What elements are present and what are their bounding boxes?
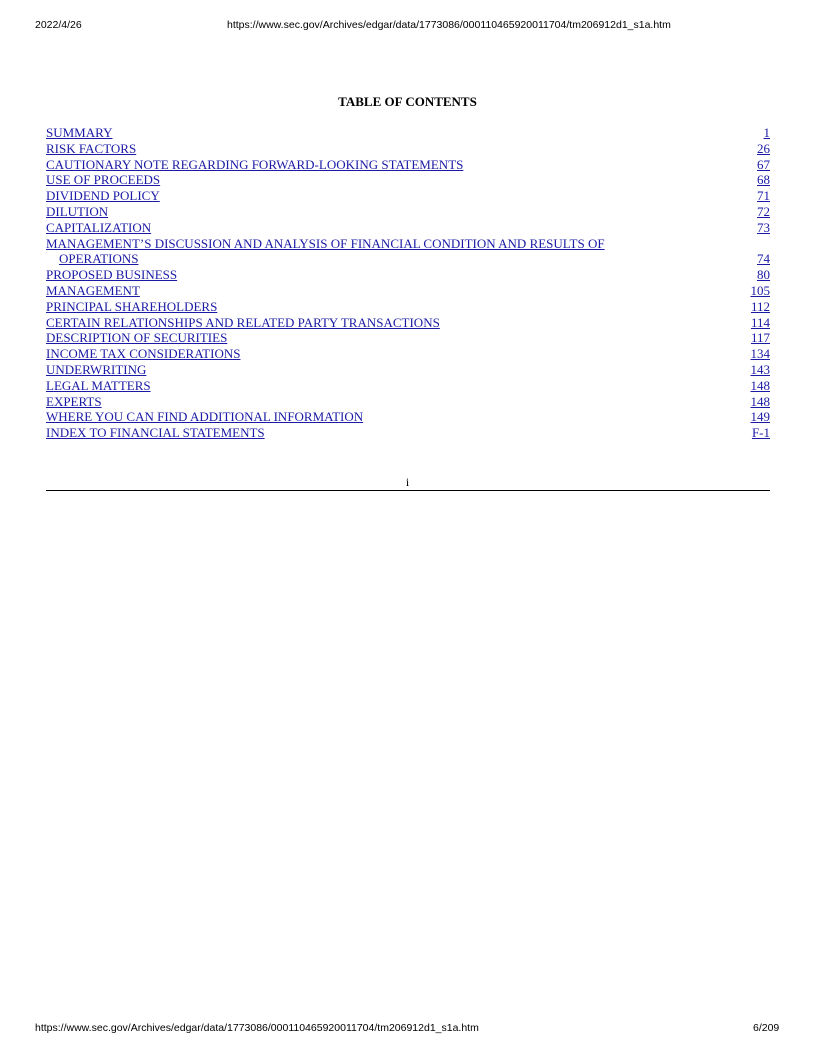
toc-entry-link[interactable]: CERTAIN RELATIONSHIPS AND RELATED PARTY TRANSACTIONS: [46, 314, 440, 330]
toc-entry: [46, 425, 770, 441]
toc-entry-link[interactable]: CAPITALIZATION: [46, 219, 152, 235]
toc-entry: [46, 315, 770, 331]
toc-entry-title-cell: [46, 315, 440, 331]
toc-entry: [46, 172, 770, 188]
toc-entry-title-cell: [46, 125, 112, 141]
toc-entry-link[interactable]: PRINCIPAL SHAREHOLDERS: [46, 298, 218, 314]
toc-entry-title-cell: [46, 157, 463, 173]
toc-entry-title-cell: [46, 220, 151, 236]
toc-entry-page-link[interactable]: 105: [750, 282, 770, 298]
toc-entry: [46, 299, 770, 315]
toc-entry-link[interactable]: DILUTION: [46, 203, 109, 219]
toc-entry-link[interactable]: UNDERWRITING: [46, 361, 147, 377]
toc-entry: [46, 346, 770, 362]
toc-entry-title-cell: [46, 204, 108, 220]
toc-entry-page-link[interactable]: 114: [750, 314, 770, 330]
toc-entry-link[interactable]: WHERE YOU CAN FIND ADDITIONAL INFORMATION: [46, 409, 364, 425]
toc-entry-link[interactable]: MANAGEMENT: [46, 282, 140, 298]
toc-entry-link[interactable]: EXPERTS: [46, 393, 102, 409]
toc-entry-page-link[interactable]: 68: [757, 172, 770, 188]
toc-entry: [46, 330, 770, 346]
toc-entry-link[interactable]: LEGAL MATTERS: [46, 377, 151, 393]
toc-entry-link[interactable]: DIVIDEND POLICY: [46, 188, 160, 204]
toc-entry-title-cell: [46, 188, 160, 204]
toc-entry-title-cell: [46, 330, 227, 346]
toc-entry-page-link[interactable]: 134: [750, 346, 770, 362]
toc-entry-title-cell: [46, 378, 151, 394]
toc-entry-title-cell: [46, 236, 605, 268]
toc-entry-page-link[interactable]: 148: [750, 377, 770, 393]
toc-entry-link[interactable]: INDEX TO FINANCIAL STATEMENTS: [46, 425, 265, 441]
toc-entry-title-cell: [46, 346, 240, 362]
toc-entry-link[interactable]: CAUTIONARY NOTE REGARDING FORWARD-LOOKING STATEMENTS: [46, 156, 464, 172]
table-of-contents: [46, 125, 770, 441]
toc-entry-page-link[interactable]: 71: [757, 188, 770, 204]
toc-entry-title-cell: [46, 172, 160, 188]
toc-entry: [46, 157, 770, 173]
toc-entry: [46, 409, 770, 425]
toc-title: TABLE OF CONTENTS: [338, 94, 477, 109]
print-header-url: https://www.sec.gov/Archives/edgar/data/1773086/000110465920011704/tm206912d1_s1a.htm: [227, 19, 671, 31]
toc-entry-link[interactable]: DESCRIPTION OF SECURITIES: [46, 330, 228, 346]
toc-entry: [46, 394, 770, 410]
toc-entry-page-link[interactable]: 148: [750, 393, 770, 409]
print-date: 2022/4/26: [35, 19, 82, 31]
page-number: i: [405, 475, 410, 489]
toc-entry-title-cell: [46, 409, 363, 425]
toc-entry-page-link[interactable]: 117: [750, 330, 770, 346]
toc-entry-link[interactable]: PROPOSED BUSINESS: [46, 267, 178, 283]
toc-entry-link[interactable]: USE OF PROCEEDS: [46, 172, 161, 188]
toc-entry: [46, 378, 770, 394]
toc-entry-link-continuation[interactable]: OPERATIONS: [59, 251, 139, 267]
toc-entry-title-cell: [46, 283, 140, 299]
page-divider: [46, 490, 770, 491]
toc-entry-title-cell: [46, 267, 177, 283]
toc-entry: [46, 236, 770, 268]
toc-entry: [46, 267, 770, 283]
toc-entry-page-link[interactable]: 73: [757, 219, 770, 235]
toc-entry: [46, 141, 770, 157]
toc-entry-page-link[interactable]: 26: [757, 140, 770, 156]
toc-entry-title-cell: [46, 394, 102, 410]
toc-entry-link[interactable]: RISK FACTORS: [46, 140, 137, 156]
toc-entry: [46, 283, 770, 299]
toc-entry: [46, 188, 770, 204]
toc-entry-page-link[interactable]: 1: [763, 125, 770, 140]
toc-entry-link[interactable]: INCOME TAX CONSIDERATIONS: [46, 346, 241, 362]
print-page-count: 6/209: [753, 1022, 780, 1034]
toc-entry-page-link[interactable]: 112: [750, 298, 770, 314]
toc-entry-link[interactable]: SUMMARY: [46, 125, 113, 140]
toc-entry-page-link[interactable]: 67: [757, 156, 770, 172]
toc-entry: [46, 362, 770, 378]
toc-entry-page-link[interactable]: 149: [750, 409, 770, 425]
toc-entry-page-link[interactable]: 80: [757, 267, 770, 283]
toc-entry-page-link[interactable]: 72: [757, 203, 770, 219]
toc-entry: [46, 204, 770, 220]
toc-entry: [46, 125, 770, 141]
print-footer-url: https://www.sec.gov/Archives/edgar/data/1773086/000110465920011704/tm206912d1_s1a.htm: [35, 1022, 479, 1034]
toc-entry-link[interactable]: MANAGEMENT’S DISCUSSION AND ANALYSIS OF FINANCIAL CONDITION AND RESULTS OF: [46, 235, 605, 251]
toc-entry-page-link[interactable]: F-1: [751, 425, 770, 441]
toc-entry-title-cell: [46, 299, 217, 315]
toc-entry-page-link[interactable]: 74: [757, 251, 770, 267]
toc-entry-page-link[interactable]: 143: [750, 361, 770, 377]
toc-entry-title-cell: [46, 362, 146, 378]
toc-entry-title-cell: [46, 141, 136, 157]
toc-entry: [46, 220, 770, 236]
toc-entry-title-cell: [46, 425, 265, 441]
